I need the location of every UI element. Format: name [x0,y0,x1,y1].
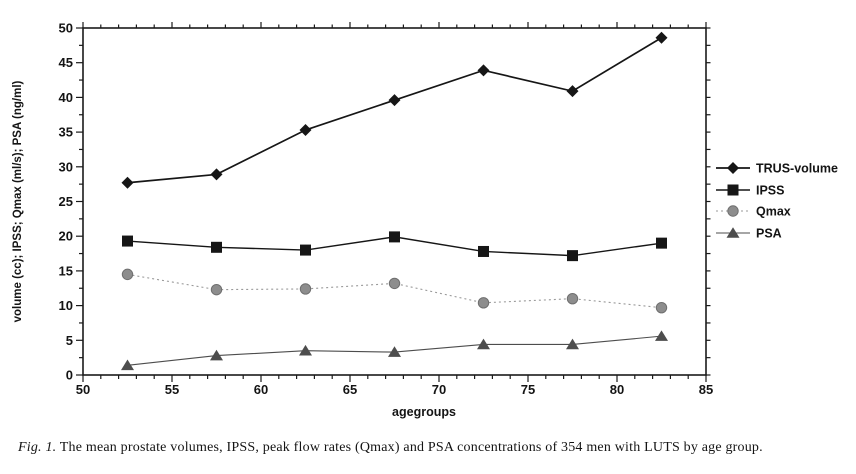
circle-marker [122,269,132,279]
y-tick-label: 15 [58,263,73,279]
y-tick-label: 10 [58,298,73,314]
figure-caption [18,440,846,456]
diamond-marker [567,85,579,97]
y-tick-label: 25 [58,194,73,209]
circle-marker [728,206,738,216]
caption-fig-label: Fig. 1. [18,440,57,455]
series-psa [121,330,668,370]
y-tick-label: 0 [65,367,73,383]
x-tick-label: 85 [698,382,714,397]
diamond-marker [478,64,490,76]
axis-ticks [76,22,711,382]
circle-marker [656,302,666,312]
plot-frame [83,28,706,375]
circle-marker [478,298,488,308]
circle-marker [211,284,221,294]
y-axis-title: volume (cc); IPSS; Qmax (ml/s); PSA (ng/ml) [12,80,24,323]
diamond-marker [389,94,401,106]
square-marker [478,246,489,257]
x-tick-label: 80 [609,382,625,397]
legend-label: Qmax [756,204,791,219]
square-marker [300,245,311,256]
caption-text: The mean prostate volumes, IPSS, peak flow rates (Qmax) and PSA concentrations of 354 men with LUTS by age group. [59,440,763,455]
y-tick-label: 30 [58,159,73,175]
diamond-marker [656,32,668,44]
square-marker [656,238,667,249]
diamond-marker [211,168,223,180]
x-tick-label: 70 [431,382,447,397]
y-tick-label: 40 [58,89,73,105]
circle-marker [300,284,310,294]
triangle-marker [655,330,668,341]
legend-label: PSA [756,226,782,241]
x-axis-tick-labels [76,382,713,397]
x-tick-label: 50 [75,382,91,397]
circle-marker [567,293,577,303]
y-tick-label: 20 [58,228,73,244]
series-trus-volume [122,32,668,189]
x-tick-label: 60 [253,382,269,397]
x-tick-label: 65 [342,382,358,397]
y-axis-tick-labels [59,21,73,383]
square-marker [211,242,222,253]
x-tick-label: 75 [520,382,536,397]
circle-marker [389,278,399,288]
diamond-marker [122,177,134,189]
y-tick-label: 5 [65,332,73,348]
y-tick-label: 50 [58,20,73,36]
legend-label: IPSS [756,183,785,198]
series-qmax [122,269,666,313]
triangle-marker [299,345,312,356]
square-marker [122,236,133,247]
legend [716,162,838,241]
square-marker [567,250,578,261]
y-tick-label: 35 [58,124,73,140]
square-marker [728,185,739,196]
diamond-marker [727,162,739,174]
series-line [128,38,662,183]
x-axis-title: agegroups [392,405,456,419]
square-marker [389,231,400,242]
y-tick-label: 45 [58,55,73,71]
series-ipss [122,231,667,261]
legend-label: TRUS-volume [756,161,838,176]
diamond-marker [300,124,312,136]
x-tick-label: 55 [164,382,180,397]
